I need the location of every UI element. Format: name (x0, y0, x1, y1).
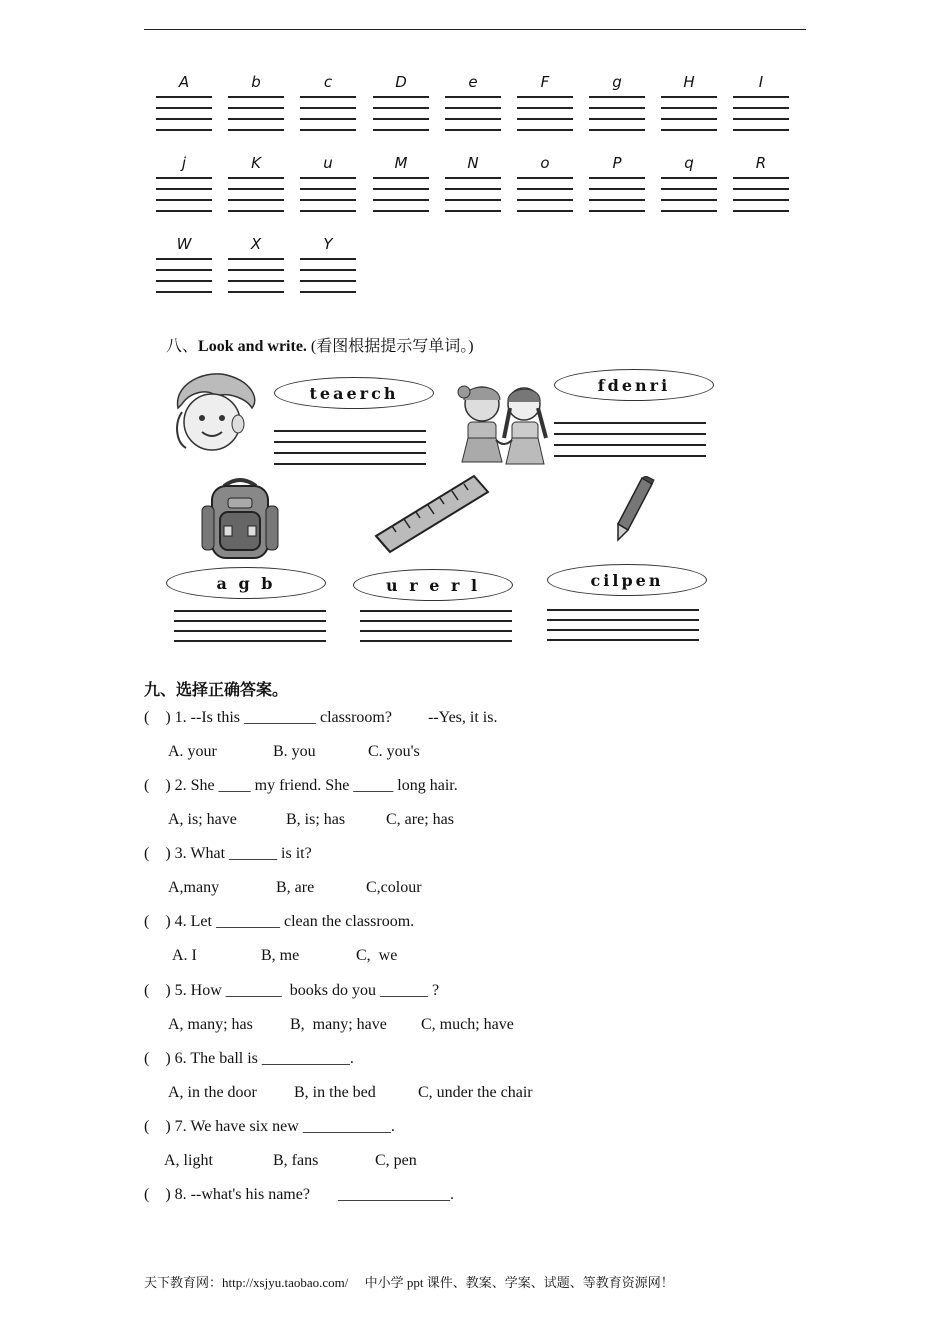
letter-glyph: b (251, 73, 261, 91)
letter-cell (373, 155, 429, 215)
question-stem: ( ) 3. What ______ is it? (144, 845, 312, 862)
hint-oval-friend: fdenri (554, 369, 714, 401)
writing-line (589, 210, 645, 212)
writing-line (733, 129, 789, 131)
writing-line (228, 280, 284, 282)
writing-line (661, 107, 717, 109)
writing-line (445, 177, 501, 179)
hint-oval-bag: a g b (166, 567, 326, 599)
section-8-heading: Look and write. (198, 338, 307, 355)
letter-cell (589, 155, 645, 215)
writing-line (300, 96, 356, 98)
writing-line (445, 107, 501, 109)
letter-glyph: Y (323, 235, 333, 253)
writing-line (733, 96, 789, 98)
writing-line (300, 177, 356, 179)
writing-line (156, 129, 212, 131)
footer-text: 天下教育网：http://xsjyu.taobao.com/ 中小学 ppt 课件、教案、学案、试题、等教育资源网！ (144, 1275, 674, 1290)
writing-line (228, 118, 284, 120)
answer-option: B, many; have (290, 1016, 387, 1033)
writing-line (733, 118, 789, 120)
writing-line (228, 177, 284, 179)
ruler-icon (372, 472, 492, 554)
question-stem: ( ) 2. She ____ my friend. She _____ long hair. (144, 777, 458, 794)
hint-oval-pencil: cilpen (547, 564, 707, 596)
writing-line (517, 96, 573, 98)
question-stem: ( ) 7. We have six new ___________. (144, 1118, 395, 1135)
writing-line (661, 177, 717, 179)
question-stem: ( ) 1. --Is this _________ classroom? --Yes, it is. (144, 709, 498, 726)
letter-glyph: K (251, 154, 261, 172)
letter-glyph: g (612, 73, 622, 91)
answer-option: C,colour (366, 879, 422, 896)
writing-line (445, 199, 501, 201)
writing-line (300, 129, 356, 131)
answer-option: A. I (172, 947, 197, 964)
letter-cell (228, 74, 284, 134)
writing-line (228, 291, 284, 293)
writing-line (661, 199, 717, 201)
letter-glyph: D (395, 73, 407, 91)
letter-glyph: R (755, 154, 767, 172)
writing-line (589, 188, 645, 190)
writing-line (589, 129, 645, 131)
answer-option: A, in the door (168, 1084, 257, 1101)
answer-option: A, is; have (168, 811, 237, 828)
letter-glyph: e (468, 73, 478, 91)
writing-line (300, 210, 356, 212)
writing-line (156, 107, 212, 109)
letter-glyph: A (178, 73, 190, 91)
writing-line (156, 118, 212, 120)
letter-glyph: j (181, 154, 187, 172)
writing-line (517, 199, 573, 201)
answer-option: C, under the chair (418, 1084, 533, 1101)
letter-cell (156, 74, 212, 134)
writing-line (228, 129, 284, 131)
letter-glyph: M (394, 154, 408, 172)
answer-option: C, are; has (386, 811, 454, 828)
writing-line (228, 188, 284, 190)
writing-line (373, 96, 429, 98)
answer-option: B, are (276, 879, 315, 896)
writing-line (517, 129, 573, 131)
writing-line (156, 280, 212, 282)
writing-line (373, 118, 429, 120)
hint-oval-teacher: teaerch (274, 377, 434, 409)
letter-cell (300, 236, 356, 296)
answer-option: B. you (273, 743, 316, 760)
writing-line (228, 210, 284, 212)
letter-glyph: q (684, 154, 694, 172)
answer-option: C, pen (375, 1152, 417, 1169)
writing-line (228, 107, 284, 109)
writing-line (373, 199, 429, 201)
writing-line (589, 199, 645, 201)
section-8-subtitle: (看图根据提示写单词。) (310, 338, 474, 355)
writing-line (156, 269, 212, 271)
writing-line (300, 258, 356, 260)
letter-glyph: u (323, 154, 333, 172)
writing-line (661, 188, 717, 190)
question-stem: ( ) 5. How _______ books do you ______ ? (144, 982, 440, 999)
answer-option: A. your (168, 743, 217, 760)
answer-option: B, is; has (286, 811, 346, 828)
writing-line (156, 188, 212, 190)
writing-line (445, 188, 501, 190)
writing-line (733, 210, 789, 212)
backpack-icon (198, 476, 282, 562)
letter-glyph: P (612, 154, 622, 172)
writing-line (661, 210, 717, 212)
answer-option: A, many; has (168, 1016, 253, 1033)
answer-option: B, in the bed (294, 1084, 376, 1101)
hint-oval-ruler: u r e r l (353, 569, 513, 601)
pencil-icon (612, 476, 656, 542)
letter-cell (300, 74, 356, 134)
writing-line (300, 280, 356, 282)
writing-line (300, 199, 356, 201)
writing-line (445, 118, 501, 120)
writing-line (300, 269, 356, 271)
letter-glyph: c (323, 73, 333, 91)
letter-cell (373, 74, 429, 134)
letter-cell (156, 236, 212, 296)
writing-line (156, 199, 212, 201)
writing-line (589, 107, 645, 109)
writing-line (589, 96, 645, 98)
writing-line (517, 188, 573, 190)
writing-line (517, 177, 573, 179)
writing-line (517, 210, 573, 212)
writing-line (733, 107, 789, 109)
writing-line (228, 96, 284, 98)
writing-line (733, 177, 789, 179)
writing-line (589, 177, 645, 179)
letter-cell (156, 155, 212, 215)
writing-line (156, 96, 212, 98)
top-rule (144, 29, 806, 30)
letter-glyph: I (758, 73, 764, 91)
letter-glyph: o (540, 154, 550, 172)
letter-cell (661, 74, 717, 134)
letter-cell (300, 155, 356, 215)
letter-glyph: F (540, 73, 550, 91)
writing-line (373, 129, 429, 131)
writing-line (300, 107, 356, 109)
answer-option: B, me (261, 947, 300, 964)
section-8-title (166, 333, 474, 356)
writing-line (661, 129, 717, 131)
writing-line (373, 177, 429, 179)
letter-cell (733, 155, 789, 215)
writing-line (373, 107, 429, 109)
answer-option: A,many (168, 879, 220, 896)
section-8-number: 八、 (166, 338, 199, 355)
answer-option: B, fans (273, 1152, 319, 1169)
writing-line (733, 188, 789, 190)
girl-face-icon (168, 368, 260, 458)
writing-line (300, 188, 356, 190)
letter-glyph: H (683, 73, 695, 91)
writing-line (156, 177, 212, 179)
two-girls-icon (454, 378, 554, 470)
writing-line (373, 188, 429, 190)
writing-line (156, 210, 212, 212)
writing-line (156, 291, 212, 293)
letter-cell (517, 155, 573, 215)
letter-cell (733, 74, 789, 134)
letter-cell (228, 236, 284, 296)
writing-line (589, 118, 645, 120)
letter-cell (445, 74, 501, 134)
letter-cell (517, 74, 573, 134)
writing-line (445, 129, 501, 131)
letter-cell (589, 74, 645, 134)
writing-line (661, 96, 717, 98)
letter-cell (445, 155, 501, 215)
writing-line (373, 210, 429, 212)
writing-line (517, 118, 573, 120)
letter-cell (661, 155, 717, 215)
answer-option: A, light (164, 1152, 213, 1169)
letter-glyph: X (250, 235, 262, 253)
answer-option: C, much; have (421, 1016, 514, 1033)
writing-line (228, 258, 284, 260)
letter-glyph: W (176, 235, 192, 253)
writing-line (445, 96, 501, 98)
question-stem: ( ) 4. Let ________ clean the classroom. (144, 913, 415, 930)
writing-line (300, 291, 356, 293)
question-stem: ( ) 6. The ball is ___________. (144, 1050, 354, 1067)
writing-line (228, 199, 284, 201)
writing-line (228, 269, 284, 271)
writing-line (661, 118, 717, 120)
writing-line (300, 118, 356, 120)
writing-line (733, 199, 789, 201)
letter-glyph: N (467, 154, 479, 172)
section-9-title: 九、选择正确答案。 (144, 682, 289, 699)
answer-option: C, we (356, 947, 398, 964)
writing-line (517, 107, 573, 109)
answer-option: C. you's (368, 743, 420, 760)
writing-line (156, 258, 212, 260)
letter-cell (228, 155, 284, 215)
writing-line (445, 210, 501, 212)
question-stem: ( ) 8. --what's his name? ______________. (144, 1186, 454, 1203)
